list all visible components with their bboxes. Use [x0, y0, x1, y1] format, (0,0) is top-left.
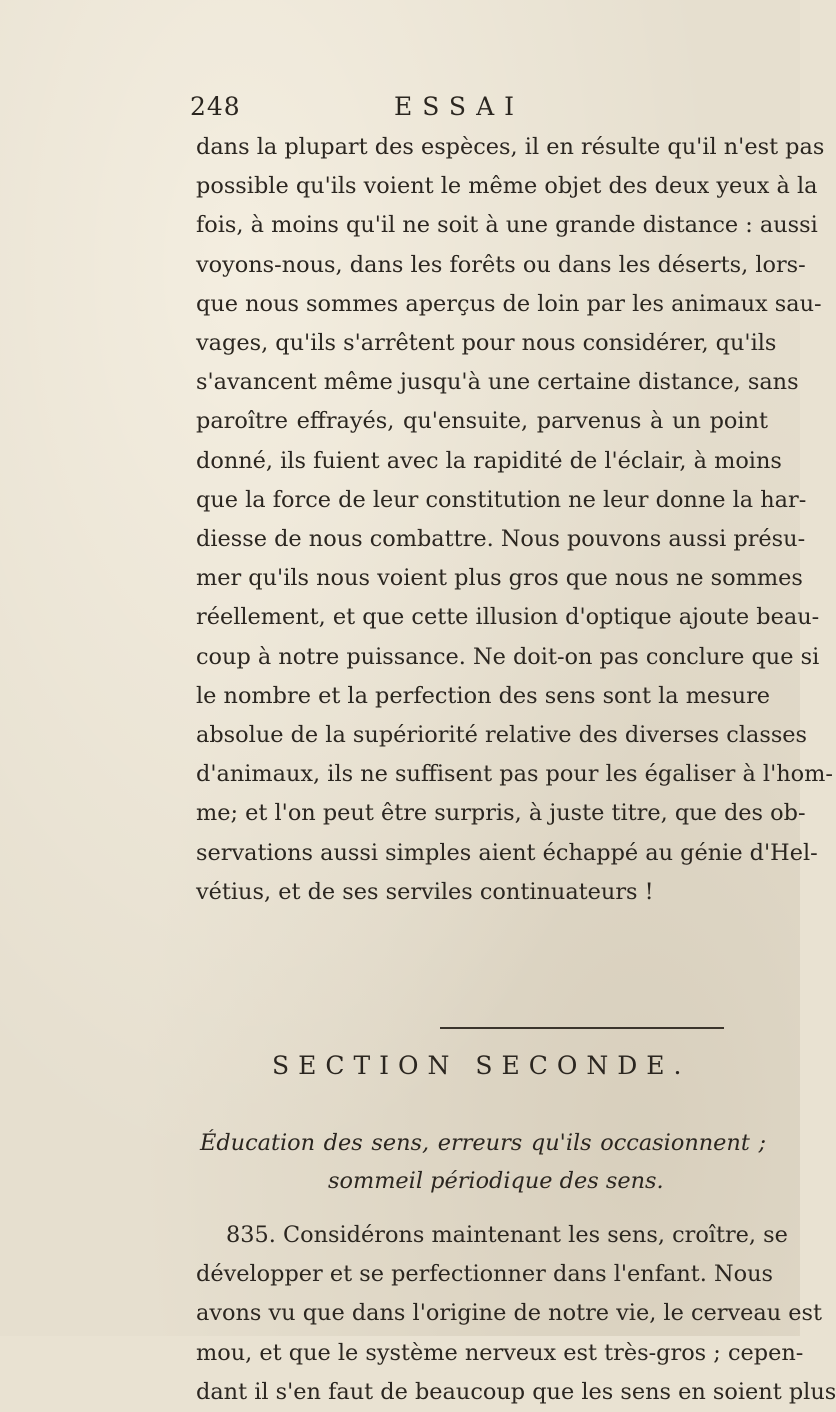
- text-line: donné, ils fuient avec la rapidité de l'éclair, à moins: [196, 447, 782, 474]
- section-heading: SECTION SECONDE.: [272, 1051, 691, 1080]
- text-line: vétius, et de ses serviles continuateurs !: [196, 878, 654, 905]
- paragraph-1: [196, 128, 833, 912]
- text-line: mer qu'ils nous voient plus gros que nous ne sommes: [196, 565, 803, 592]
- page-header: [190, 92, 710, 128]
- text-line: absolue de la supériorité relative des diverses classes: [196, 722, 808, 749]
- text-line: développer et se perfectionner dans l'enfant. Nous: [196, 1261, 773, 1288]
- running-title: ESSAI: [394, 92, 524, 121]
- text-line: paroître effrayés, qu'ensuite, parvenus à un point: [196, 408, 768, 435]
- text-line: me; et l'on peut être surpris, à juste titre, que des ob-: [196, 800, 806, 827]
- text-line: coup à notre puissance. Ne doit-on pas conclure que si: [196, 643, 820, 670]
- section-subtitle: [200, 1124, 766, 1200]
- page-number: 248: [190, 92, 241, 121]
- text-line: mou, et que le système nerveux est très-gros ; cepen-: [196, 1339, 804, 1366]
- text-line: dans la plupart des espèces, il en résulte qu'il n'est pas: [196, 134, 825, 160]
- text-line: avons vu que dans l'origine de notre vie, le cerveau est: [196, 1300, 822, 1327]
- text-line: réellement, et que cette illusion d'optique ajoute beau-: [196, 604, 820, 631]
- text-line: voyons-nous, dans les forêts ou dans les déserts, lors-: [196, 251, 806, 278]
- text-line: diesse de nous combattre. Nous pouvons aussi présu-: [196, 526, 806, 553]
- text-line: 835. Considérons maintenant les sens, croître, se: [226, 1222, 788, 1248]
- text-line: fois, à moins qu'il ne soit à une grande distance : aussi: [196, 212, 818, 239]
- text-line: que la force de leur constitution ne leur donne la har-: [196, 486, 807, 513]
- subtitle-line-1: Éducation des sens, erreurs qu'ils occasionnent ;: [200, 1130, 766, 1156]
- text-line: que nous sommes aperçus de loin par les animaux sau-: [196, 290, 822, 317]
- text-line: vages, qu'ils s'arrêtent pour nous considérer, qu'ils: [196, 330, 777, 357]
- section-divider: [440, 1027, 724, 1029]
- text-line: s'avancent même jusqu'à une certaine distance, sans: [196, 369, 799, 396]
- text-line: dant il s'en faut de beaucoup que les sens en soient plus: [196, 1378, 836, 1405]
- text-line: le nombre et la perfection des sens sont la mesure: [196, 682, 771, 709]
- subtitle-line-2: sommeil périodique des sens.: [328, 1168, 664, 1194]
- text-line: servations aussi simples aient échappé au génie d'Hel-: [196, 839, 818, 866]
- text-line: possible qu'ils voient le même objet des deux yeux à la: [196, 173, 818, 200]
- paragraph-2: [196, 1216, 836, 1412]
- text-line: d'animaux, ils ne suffisent pas pour les égaliser à l'hom-: [196, 761, 833, 788]
